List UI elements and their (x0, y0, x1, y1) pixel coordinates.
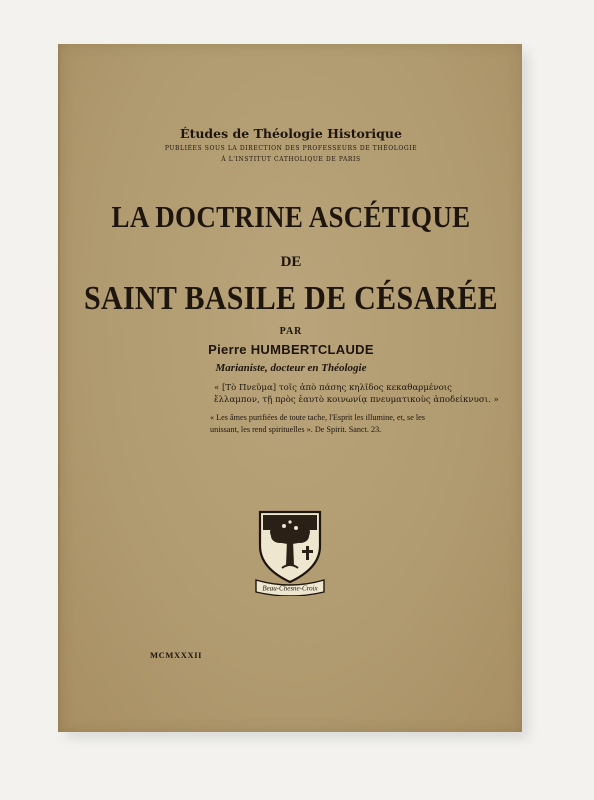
author-role: Marianiste, docteur en Théologie (215, 362, 367, 374)
greek-epigraph-line-2: ἔλλαμπον, τῇ πρὸς ἑαυτὸ κοινωνίᾳ πνευματικοὺς ἀποδείκνυσι. » (214, 395, 499, 405)
french-epigraph-line-2: unissant, les rend spirituelles ». De Spirit. Sanct. 23. (210, 424, 382, 434)
author-name: Pierre HUMBERTCLAUDE (208, 342, 374, 357)
french-epigraph-line-1: « Les âmes purifiées de toute tache, l'Esprit les illumine, et, se les (210, 413, 425, 422)
series-subtitle-line-2: À L'INSTITUT CATHOLIQUE DE PARIS (221, 156, 361, 163)
publication-year: MCMXXXII (150, 650, 203, 660)
book-title-line-2: DE (280, 254, 302, 270)
book-title-line-3: SAINT BASILE DE CÉSARÉE (84, 279, 498, 317)
greek-epigraph-line-1: « [Τὸ Πνεῦμα] τοῖς ἀπὸ πάσης κηλῖδος κεκαθαρμένοις (214, 383, 452, 393)
series-subtitle-line-1: PUBLIÉES SOUS LA DIRECTION DES PROFESSEURS DE THÉOLOGIE (164, 145, 418, 152)
publisher-mark-text: Beau-Chesne-Croix (262, 584, 318, 593)
by-label: PAR (279, 326, 303, 337)
book-title-line-1: LA DOCTRINE ASCÉTIQUE (111, 200, 471, 234)
series-title: Études de Théologie Historique (180, 126, 402, 141)
french-epigraph (210, 412, 516, 435)
greek-epigraph (214, 382, 520, 406)
book-cover (58, 44, 522, 732)
publisher-emblem (254, 506, 326, 596)
